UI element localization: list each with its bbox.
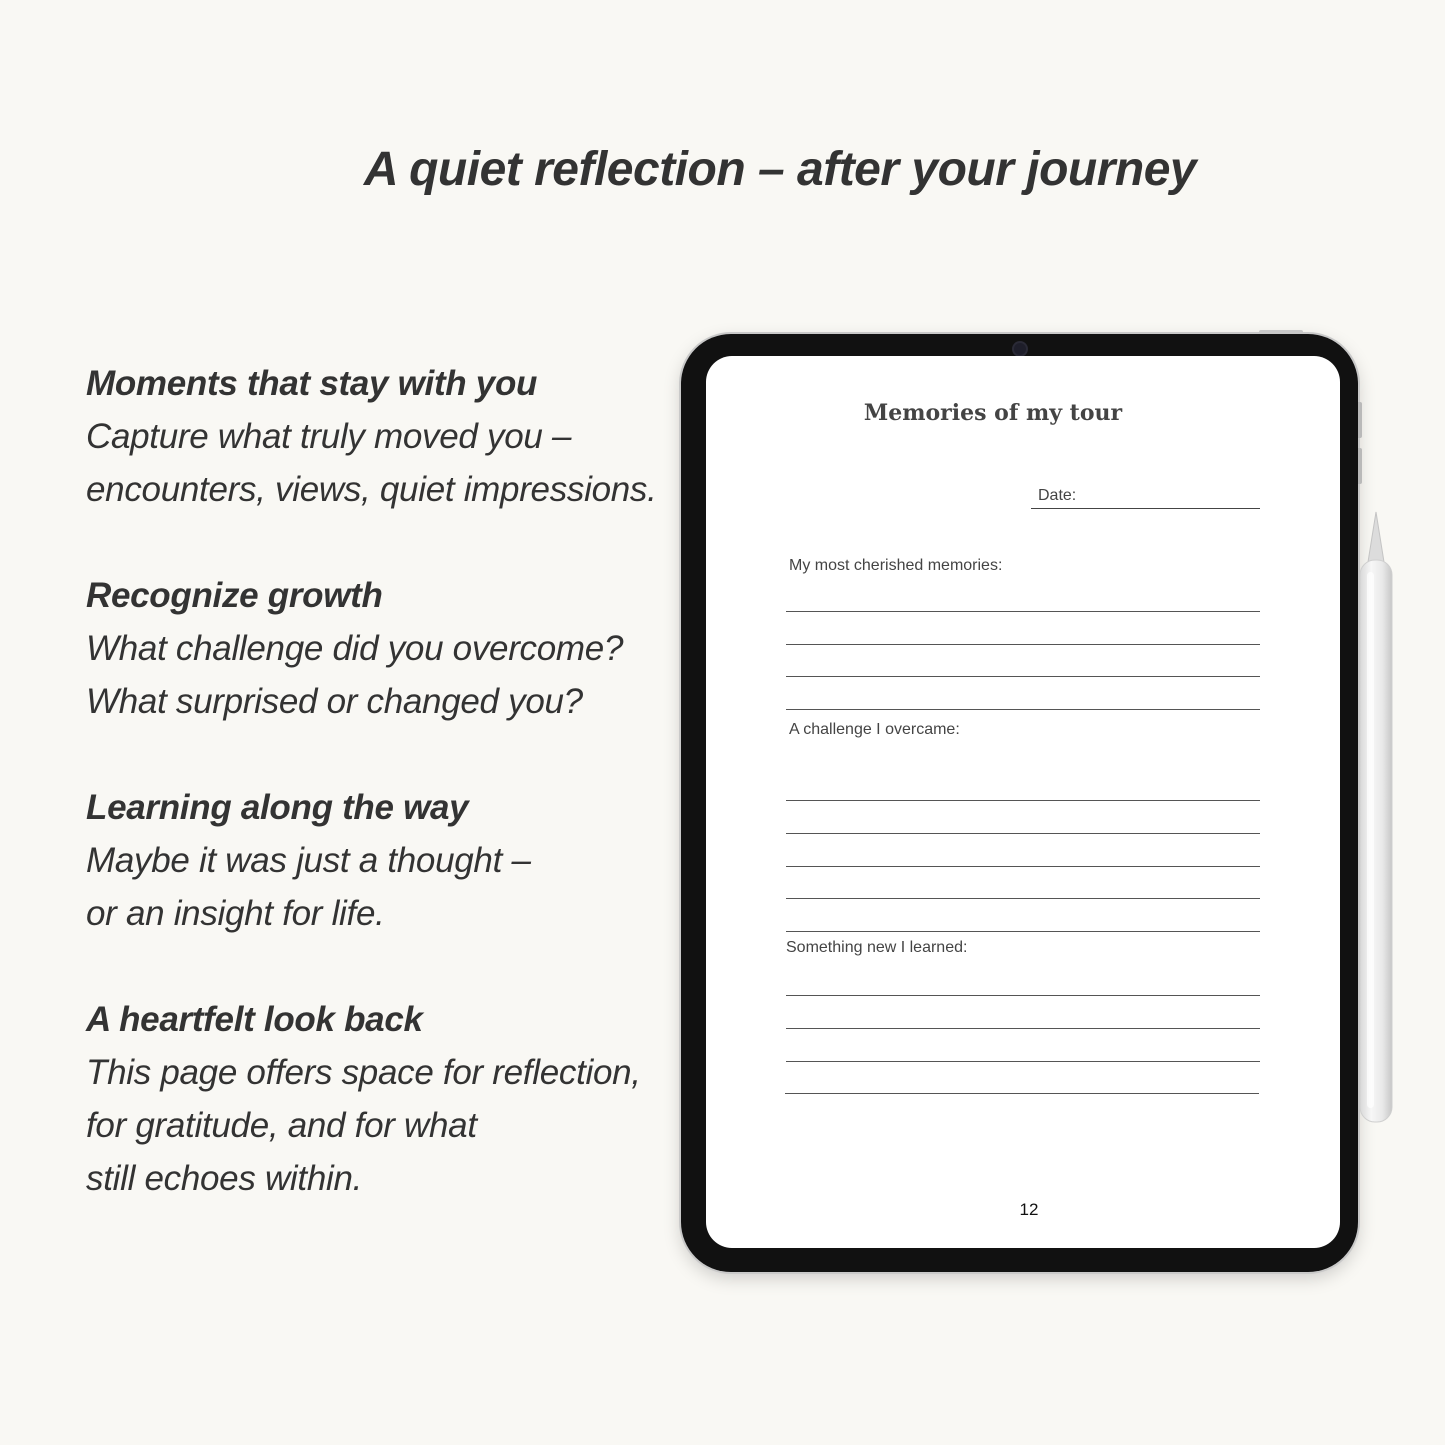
learned-line[interactable] [786,1028,1260,1029]
challenge-line[interactable] [786,866,1260,867]
feature-list [86,357,686,1258]
date-label: Date: [1038,487,1077,504]
stylus-pencil-icon [1358,510,1394,1125]
feature-section-look-back [86,993,686,1205]
section-text: What challenge did you overcome? [86,629,624,668]
section-text: Capture what truly moved you – [86,417,572,456]
date-field[interactable] [1031,508,1260,509]
memories-line[interactable] [786,644,1260,645]
planner-page[interactable] [706,356,1340,1248]
section-text: or an insight for life. [86,894,385,933]
section-heading: Learning along the way [86,788,469,827]
learned-line[interactable] [785,1093,1259,1094]
section-text: still echoes within. [86,1159,363,1198]
tablet-volume-down-button [1358,448,1362,484]
section-text: Maybe it was just a thought – [86,841,531,880]
learned-line[interactable] [786,1061,1260,1062]
page-headline: A quiet reflection – after your journey [363,143,1197,196]
section-heading: Recognize growth [86,576,383,615]
memories-line[interactable] [786,676,1260,677]
challenge-line[interactable] [786,931,1260,932]
memories-label: My most cherished memories: [789,557,1003,574]
tablet-camera-icon [1014,343,1026,355]
memories-line[interactable] [786,611,1260,612]
feature-section-moments [86,357,686,516]
challenge-line[interactable] [786,898,1260,899]
challenge-label: A challenge I overcame: [789,721,960,738]
planner-page-title: Memories of my tour [863,400,1123,426]
challenge-line[interactable] [786,800,1260,801]
feature-section-growth [86,569,686,728]
section-text: for gratitude, and for what [86,1106,477,1145]
feature-section-learning [86,781,686,940]
section-heading: Moments that stay with you [86,364,538,403]
challenge-line[interactable] [786,833,1260,834]
tablet-device [681,334,1358,1272]
tablet-volume-up-button [1358,402,1362,438]
section-text: What surprised or changed you? [86,682,583,721]
section-text: This page offers space for reflection, [86,1053,641,1092]
section-heading: A heartfelt look back [86,1000,423,1039]
tablet-top-button [1259,330,1303,334]
page-number: 12 [1019,1200,1039,1219]
learned-line[interactable] [786,995,1260,996]
section-text: encounters, views, quiet impressions. [86,470,657,509]
memories-line[interactable] [786,709,1260,710]
learned-label: Something new I learned: [786,939,968,956]
